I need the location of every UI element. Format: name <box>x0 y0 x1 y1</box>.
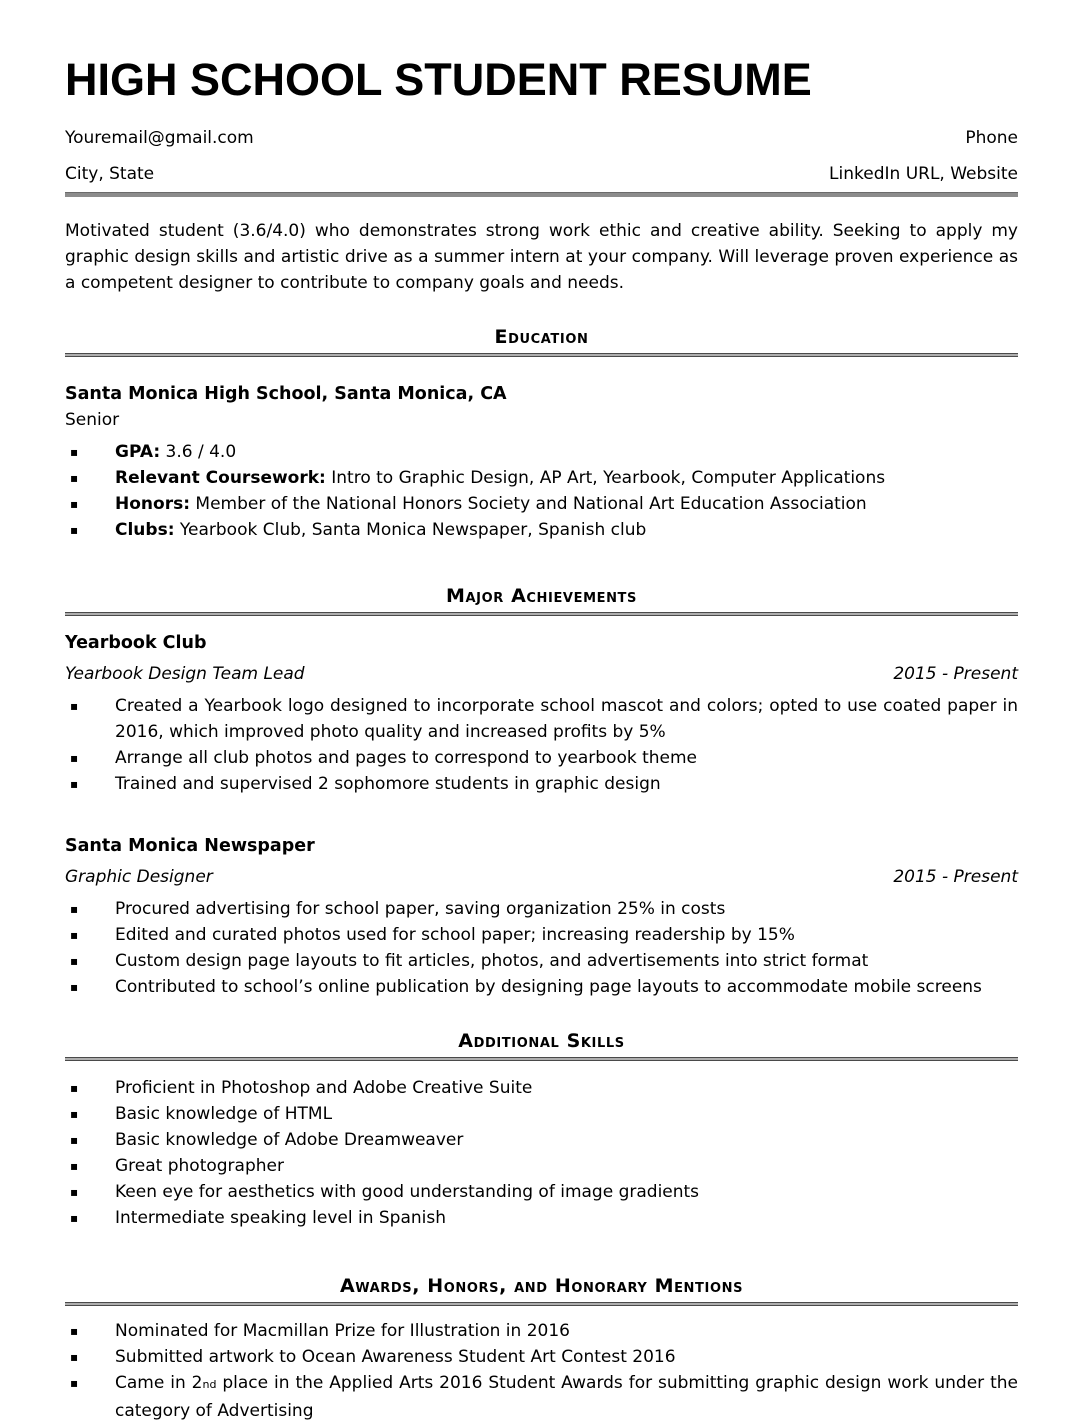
contact-row-2 <box>65 164 1018 184</box>
entry-role: Yearbook Design Team Lead <box>65 664 305 684</box>
bullet-label: Relevant Coursework: <box>115 468 326 488</box>
contact-phone: Phone <box>965 128 1018 148</box>
bullet-item: ▪ Proficient in Photoshop and Adobe Creative Suite <box>65 1075 1018 1101</box>
entry-dates: 2015 - Present <box>893 664 1018 684</box>
section-heading-achievements: Major Achievements <box>446 585 637 607</box>
bullet-item: ▪ Keen eye for aesthetics with good understanding of image gradients <box>65 1179 1018 1205</box>
header-divider <box>65 192 1018 197</box>
yearbook-club-bullet-list <box>65 693 1018 797</box>
section-heading-skills: Additional Skills <box>458 1030 625 1052</box>
bullet-item: ▪ Trained and supervised 2 sophomore students in graphic design <box>65 771 1018 797</box>
bullet-text-prefix: Came in 2 <box>115 1373 203 1393</box>
skills-bullet-list <box>65 1075 1018 1231</box>
section-heading-education: Education <box>494 326 589 348</box>
section-rule-awards <box>65 1302 1018 1306</box>
resume-title: HIGH SCHOOL STUDENT RESUME <box>65 54 812 105</box>
education-bullet-gpa <box>65 439 1018 465</box>
section-rule-education <box>65 353 1018 357</box>
education-class-level: Senior <box>65 410 120 430</box>
bullet-text: 3.6 / 4.0 <box>160 442 237 462</box>
entry-name-yearbook-club: Yearbook Club <box>65 633 207 653</box>
contact-email: Youremail@gmail.com <box>65 128 254 148</box>
bullet-item: ▪ Submitted artwork to Ocean Awareness Student Art Contest 2016 <box>65 1344 1018 1370</box>
entry-name-newspaper: Santa Monica Newspaper <box>65 836 315 856</box>
newspaper-bullet-list <box>65 896 1018 1000</box>
education-bullet-list <box>65 439 1018 543</box>
entry-role-line <box>65 864 1018 890</box>
bullet-item: ▪ Basic knowledge of Adobe Dreamweaver <box>65 1127 1018 1153</box>
bullet-item: ▪ Edited and curated photos used for school paper; increasing readership by 15% <box>65 922 1018 948</box>
contact-row-1 <box>65 128 1018 148</box>
bullet-item: ▪ Basic knowledge of HTML <box>65 1101 1018 1127</box>
education-bullet-honors <box>65 491 1018 517</box>
bullet-label: Honors: <box>115 494 190 514</box>
bullet-text: Yearbook Club, Santa Monica Newspaper, Spanish club <box>174 520 647 540</box>
education-bullet-clubs <box>65 517 1018 543</box>
entry-role-line <box>65 661 1018 687</box>
entry-role: Graphic Designer <box>65 867 213 887</box>
education-school-name: Santa Monica High School, Santa Monica, CA <box>65 384 507 404</box>
bullet-item: ▪ Contributed to school’s online publication by designing page layouts to accommodate mobile screens <box>65 974 1018 1000</box>
section-heading-awards: Awards, Honors, and Honorary Mentions <box>339 1275 744 1297</box>
bullet-item: ▪ Procured advertising for school paper, saving organization 25% in costs <box>65 896 1018 922</box>
bullet-item: ▪ Intermediate speaking level in Spanish <box>65 1205 1018 1231</box>
objective-paragraph: Motivated student (3.6/4.0) who demonstrates strong work ethic and creative ability. Seeking to apply my graphic design skills and artistic drive as a summer intern at your company. Will leverage proven experience as a competent designer to contribute to company goals and needs. <box>65 221 1018 293</box>
bullet-item: ▪ Great photographer <box>65 1153 1018 1179</box>
ordinal-suffix: nd <box>202 1378 217 1391</box>
bullet-text: Intro to Graphic Design, AP Art, Yearbook, Computer Applications <box>325 468 886 488</box>
entry-dates: 2015 - Present <box>893 867 1018 887</box>
section-rule-skills <box>65 1057 1018 1061</box>
bullet-item: ▪ Nominated for Macmillan Prize for Illustration in 2016 <box>65 1318 1018 1344</box>
section-rule-achievements <box>65 612 1018 616</box>
bullet-label: Clubs: <box>115 520 175 540</box>
awards-bullet-list <box>65 1318 1018 1424</box>
bullet-text-suffix: place in the Applied Arts 2016 Student Awards for submitting graphic design work under the category of Advertising <box>115 1373 1018 1421</box>
bullet-item: ▪ Created a Yearbook logo designed to incorporate school mascot and colors; opted to use coated paper in 2016, which improved photo quality and increased profits by 5% <box>65 693 1018 745</box>
bullet-text: Member of the National Honors Society and National Art Education Association <box>190 494 867 514</box>
contact-city-state: City, State <box>65 164 155 184</box>
bullet-label: GPA: <box>115 442 161 462</box>
bullet-item: ▪ Arrange all club photos and pages to correspond to yearbook theme <box>65 745 1018 771</box>
bullet-item: ▪ Custom design page layouts to fit articles, photos, and advertisements into strict format <box>65 948 1018 974</box>
education-bullet-coursework <box>65 465 1018 491</box>
bullet-item <box>65 1370 1018 1424</box>
contact-linkedin-website: LinkedIn URL, Website <box>829 164 1018 184</box>
